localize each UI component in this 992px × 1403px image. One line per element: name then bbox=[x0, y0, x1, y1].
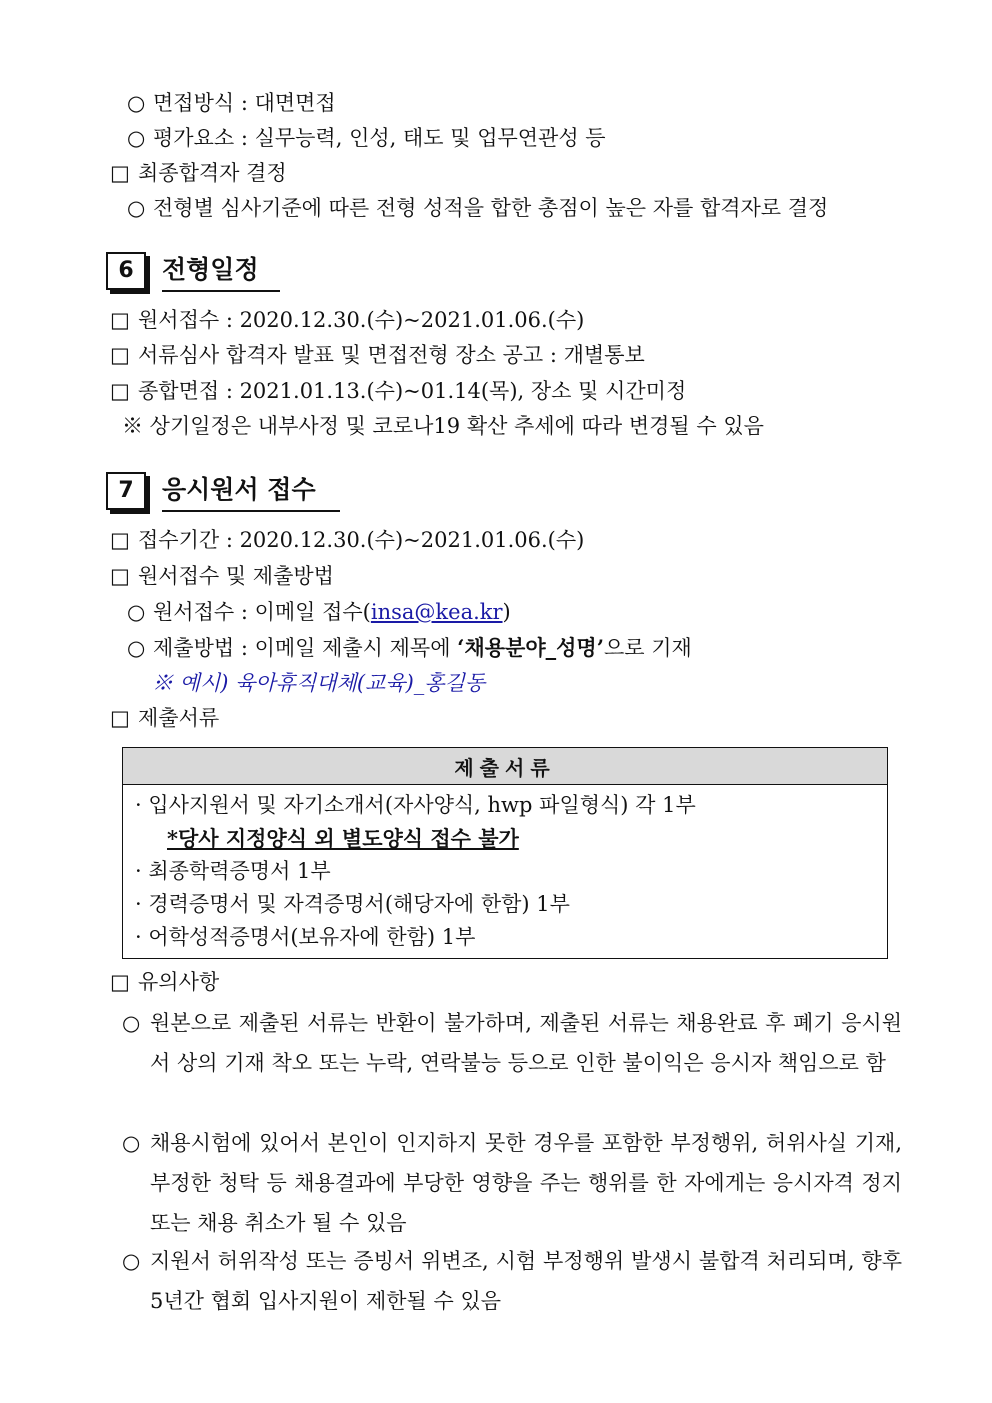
circle-bullet: ○ bbox=[122, 1131, 141, 1155]
notice-paragraph-text: 원본으로 제출된 서류는 반환이 불가하며, 제출된 서류는 채용완료 후 폐기 응시원서 상의 기재 착오 또는 누락, 연락불능 등으로 인한 불이익은 응시자 책임으로 함 bbox=[150, 1011, 902, 1075]
notice-paragraph bbox=[122, 1241, 902, 1321]
application-period-text: 접수기간 : 2020.12.30.(수)~2021.01.06.(수) bbox=[138, 528, 585, 552]
documents-header bbox=[110, 703, 219, 733]
final-decision-detail-text: 전형별 심사기준에 따른 전형 성적을 합한 총점이 높은 자를 합격자로 결정 bbox=[153, 196, 829, 220]
section-7-number-box: 7 bbox=[106, 472, 146, 510]
document-item: · 최종학력증명서 1부 bbox=[135, 859, 331, 883]
submission-method-header bbox=[110, 561, 334, 591]
square-bullet: □ bbox=[110, 343, 130, 367]
circle-bullet: ○ bbox=[127, 126, 146, 150]
section-7-title: 응시원서 접수 bbox=[162, 474, 340, 512]
documents-header-text: 제출서류 bbox=[138, 706, 220, 730]
documents-table-header: 제출서류 bbox=[123, 748, 888, 785]
evaluation-criteria-text: 평가요소 : 실무능력, 인성, 태도 및 업무연관성 등 bbox=[153, 126, 606, 150]
square-bullet: □ bbox=[110, 308, 130, 332]
square-bullet: □ bbox=[110, 970, 130, 994]
circle-bullet: ○ bbox=[127, 91, 146, 115]
submission-example: ※ 예시) 육아휴직대체(교육)_홍길동 bbox=[152, 671, 486, 695]
schedule-interview-item bbox=[110, 376, 686, 406]
interview-method-item bbox=[127, 88, 336, 118]
submission-rule-format: ‘채용분야_성명’ bbox=[457, 635, 605, 660]
document-item: · 경력증명서 및 자격증명서(해당자에 한함) 1부 bbox=[135, 892, 570, 916]
square-bullet: □ bbox=[110, 528, 130, 552]
final-decision-header bbox=[110, 158, 287, 188]
document-item: · 어학성적증명서(보유자에 한함) 1부 bbox=[135, 925, 476, 949]
notice-paragraph bbox=[122, 1003, 902, 1083]
notice-header-text: 유의사항 bbox=[138, 970, 220, 994]
square-bullet: □ bbox=[110, 161, 130, 185]
notice-paragraph bbox=[122, 1123, 902, 1243]
schedule-application-text: 원서접수 : 2020.12.30.(수)~2021.01.06.(수) bbox=[138, 308, 585, 332]
square-bullet: □ bbox=[110, 706, 130, 730]
schedule-announcement-item bbox=[110, 340, 645, 370]
application-period-item bbox=[110, 525, 584, 555]
submission-method-text: 원서접수 및 제출방법 bbox=[138, 564, 334, 588]
email-link[interactable]: insa@kea.kr bbox=[370, 600, 503, 624]
documents-table-header-row bbox=[123, 748, 888, 785]
notice-header bbox=[110, 967, 219, 997]
final-decision-text: 최종합격자 결정 bbox=[138, 161, 287, 185]
circle-bullet: ○ bbox=[122, 1011, 141, 1035]
schedule-application-item bbox=[110, 305, 584, 335]
notice-paragraph-text: 채용시험에 있어서 본인이 인지하지 못한 경우를 포함한 부정행위, 허위사실 기재, 부정한 청탁 등 채용결과에 부당한 영향을 주는 행위를 한 자에게는 응시자격 정지 또는 채용 취소가 될 수 있음 bbox=[150, 1131, 902, 1235]
schedule-announcement-text: 서류심사 합격자 발표 및 면접전형 장소 공고 : 개별통보 bbox=[138, 343, 645, 367]
circle-bullet: ○ bbox=[127, 196, 146, 220]
section-6-number-box: 6 bbox=[106, 252, 146, 290]
circle-bullet: ○ bbox=[127, 600, 146, 624]
email-application-suffix: ) bbox=[502, 600, 511, 624]
documents-table bbox=[122, 747, 888, 959]
square-bullet: □ bbox=[110, 379, 130, 403]
evaluation-criteria-item bbox=[127, 123, 606, 153]
email-application-item bbox=[127, 597, 511, 627]
documents-table-cell bbox=[123, 785, 888, 959]
interview-method-text: 면접방식 : 대면면접 bbox=[153, 91, 336, 115]
document-item: · 입사지원서 및 자기소개서(자사양식, hwp 파일형식) 각 1부 bbox=[135, 793, 696, 817]
schedule-note: ※ 상기일정은 내부사정 및 코로나19 확산 추세에 따라 변경될 수 있음 bbox=[122, 414, 764, 438]
schedule-interview-text: 종합면접 : 2021.01.13.(수)~01.14(목), 장소 및 시간미정 bbox=[138, 379, 687, 403]
submission-rule-prefix: 제출방법 : 이메일 제출시 제목에 bbox=[153, 636, 458, 660]
notice-paragraph-text: 지원서 허위작성 또는 증빙서 위변조, 시험 부정행위 발생시 불합격 처리되며, 향후 5년간 협회 입사지원이 제한될 수 있음 bbox=[150, 1249, 902, 1313]
circle-bullet: ○ bbox=[122, 1249, 141, 1273]
circle-bullet: ○ bbox=[127, 636, 146, 660]
email-application-prefix: 원서접수 : 이메일 접수( bbox=[153, 600, 371, 624]
documents-table-body-row bbox=[123, 785, 888, 959]
section-6-title: 전형일정 bbox=[162, 254, 280, 292]
square-bullet: □ bbox=[110, 564, 130, 588]
submission-rule-item bbox=[127, 633, 692, 663]
final-decision-detail bbox=[127, 193, 828, 223]
submission-rule-suffix: 으로 기재 bbox=[604, 636, 692, 660]
document-format-note: *당사 지정양식 외 별도양식 접수 불가 bbox=[167, 826, 519, 851]
